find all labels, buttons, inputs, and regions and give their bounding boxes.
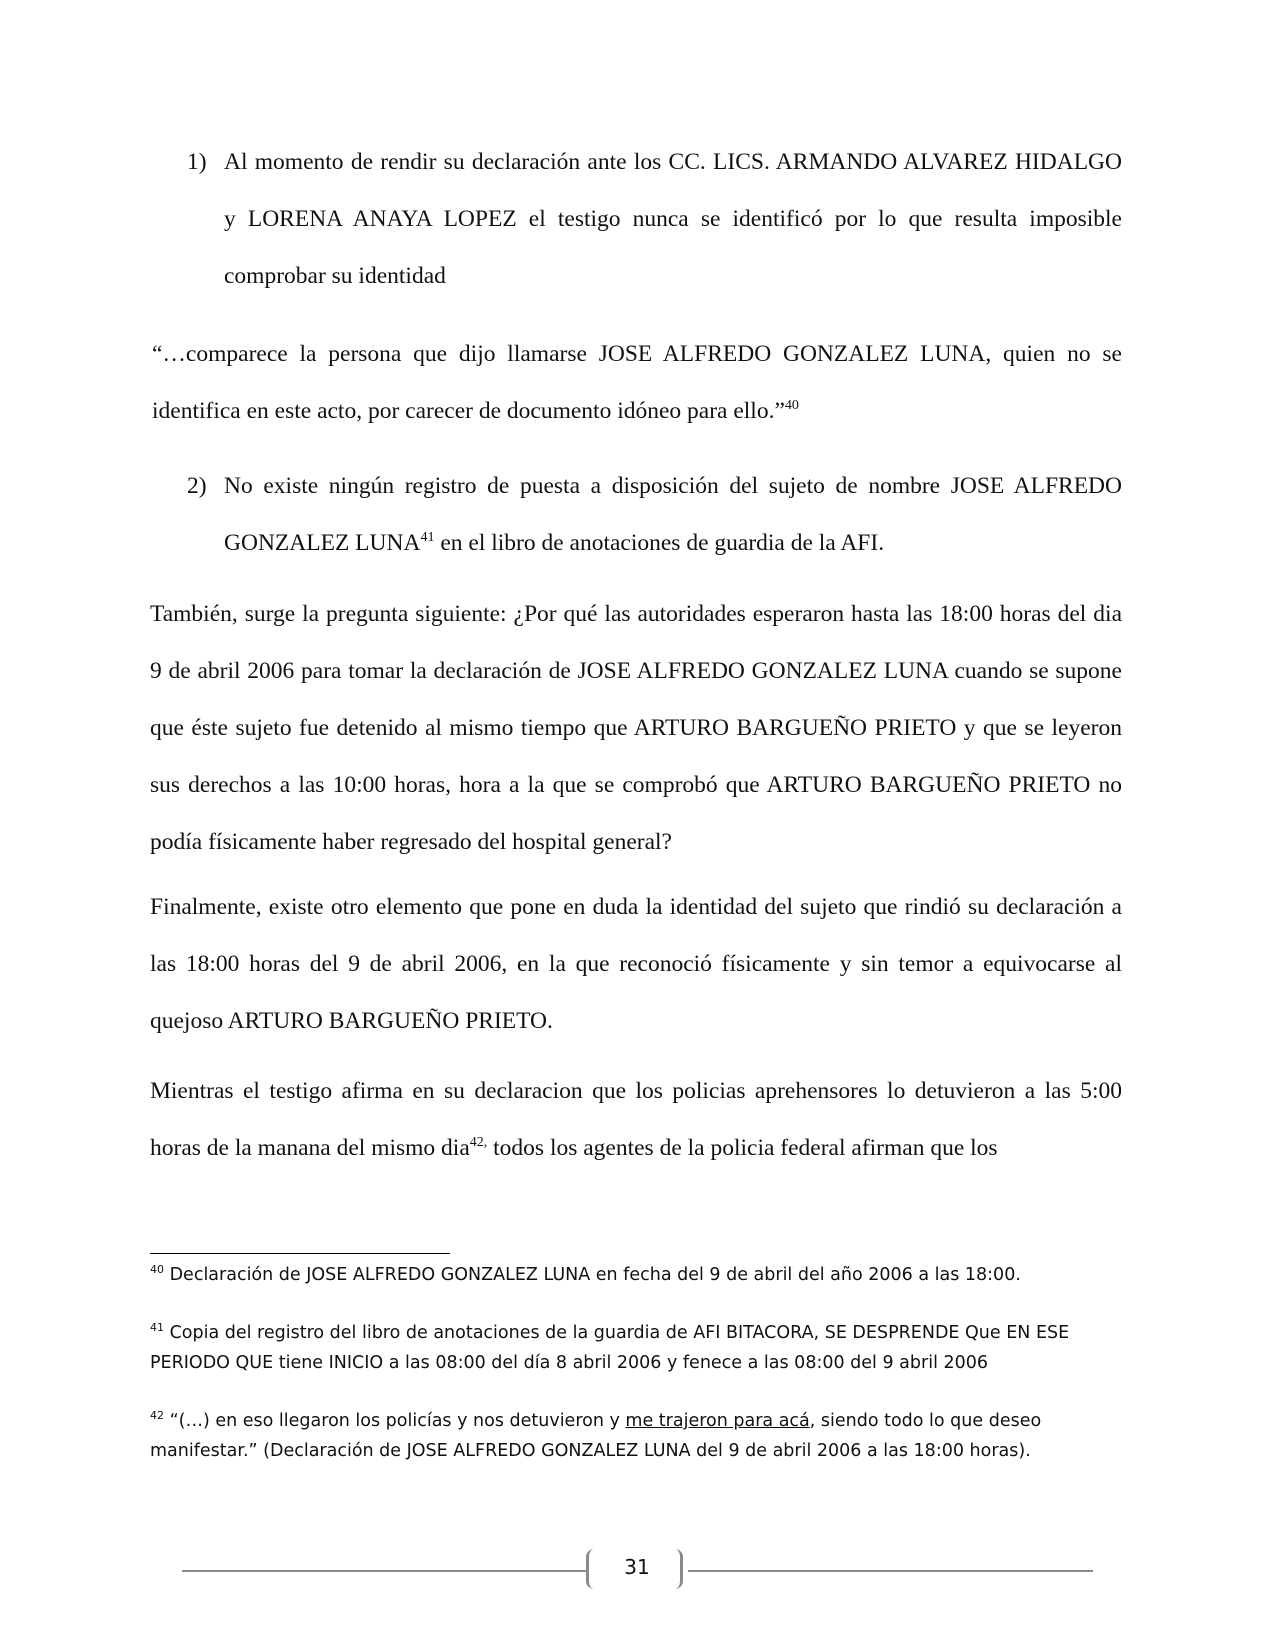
underlined-phrase: me trajeron para acá (625, 1411, 810, 1431)
footnote-42: $^{42}$ “(…) en eso llegaron los policías y nos detuvieron y me trajeron para acá, siendo todo lo que deseo manifestar.” (Declaración de JOSE ALFREDO GONZALEZ LUNA del 9 de abril 2006 a las 18:00 horas). (150, 1409, 1042, 1461)
footnote-separator (150, 1253, 450, 1254)
footnote-ref-41: 41 (420, 530, 435, 546)
footnote-ref-42: 42, (469, 1135, 488, 1151)
footnote-number: 41 (150, 1321, 164, 1335)
list-item-number: 2) (187, 473, 207, 499)
footnote-40 (150, 1260, 1130, 1290)
list-item-1 (187, 134, 1122, 305)
left-bracket-icon (586, 1545, 599, 1600)
quotation-text: “…comparece la persona que dijo llamarse JOSE ALFREDO GONZALEZ LUNA, quien no se identifica en este acto, por carecer de documento idóneo para ello.” (152, 341, 1122, 424)
page-number: 31 (624, 1555, 650, 1579)
footnote-number: 42 (150, 1409, 164, 1423)
footnote-number: 40 (150, 1263, 164, 1277)
footnote-text: Copia del registro del libro de anotaciones de la guardia de AFI BITACORA, SE DESPRENDE Que EN ESE PERIODO QUE tiene INICIO a las 08:00 del día 8 abril 2006 y fenece a las 08:00 del 9 abril 2006 (150, 1323, 1070, 1373)
list-item-number: 1) (187, 149, 207, 175)
footer-rule-left (182, 1570, 587, 1572)
list-item-2 (187, 458, 1122, 572)
footer-rule-right (688, 1570, 1093, 1572)
paragraph-finalmente: Finalmente, existe otro elemento que pone en duda la identidad del sujeto que rindió su declaración a las 18:00 horas del 9 de abril 2006, en la que reconoció físicamente y sin temor a equivocarse al quejoso ARTURO BARGUEÑO PRIETO. (150, 894, 1122, 1034)
right-bracket-icon (670, 1545, 683, 1600)
footnote-text: Declaración de JOSE ALFREDO GONZALEZ LUNA en fecha del 9 de abril del año 2006 a las 18:00. (169, 1265, 1021, 1285)
list-item-text: Al momento de rendir su declaración ante los CC. LICS. ARMANDO ALVAREZ HIDALGO y LORENA ANAYA LOPEZ el testigo nunca se identificó por lo que resulta imposible comprobar su identidad (224, 149, 1122, 289)
quotation (152, 326, 1122, 440)
footnote-41 (150, 1318, 1130, 1378)
list-item-text: No existe ningún registro de puesta a disposición del sujeto de nombre JOSE ALFREDO GONZALEZ LUNA$^{41}$ en el libro de anotaciones de guardia de la AFI. (224, 473, 1122, 556)
footnote-ref-40: 40 (784, 398, 799, 414)
paragraph-tambien: También, surge la pregunta siguiente: ¿Por qué las autoridades esperaron hasta las 18:00 horas del dia 9 de abril 2006 para tomar la declaración de JOSE ALFREDO GONZALEZ LUNA cuando se supone que éste sujeto fue detenido al mismo tiempo que ARTURO BARGUEÑO PRIETO y que se leyeron sus derechos a las 10:00 horas, hora a la que se comprobó que ARTURO BARGUEÑO PRIETO no podía físicamente haber regresado del hospital general? (150, 601, 1122, 855)
paragraph-mientras: Mientras el testigo afirma en su declaracion que los policias aprehensores lo detuvieron a las 5:00 horas de la manana del mismo dia$^{42,}$ todos los agentes de la policia federal afirman que los (150, 1078, 1122, 1161)
